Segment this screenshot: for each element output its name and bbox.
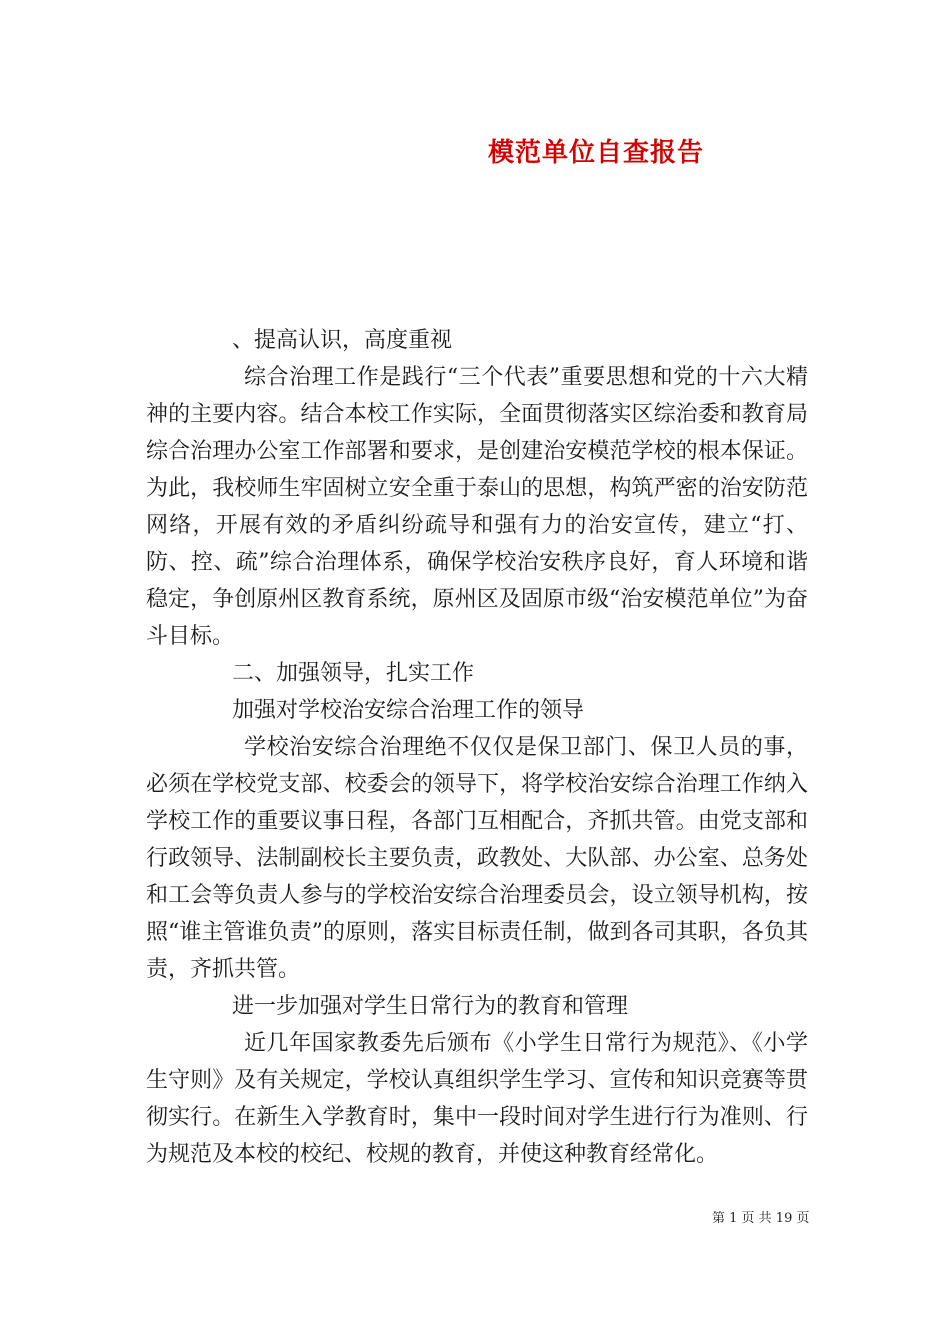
section-heading: 、提高认识，高度重视 <box>232 328 453 353</box>
body-paragraph: 近几年国家教委先后颁布《小学生日常行为规范》、《小学生守则》及有关规定，学校认真组织学生学习、宣传和知识竞赛等贯彻实行。在新生入学教育时，集中一段时间对学生进行行为准则、行为规范及本校的校纪、校规的教育，并使这种教育经常化。 <box>146 1031 808 1167</box>
body-paragraph: 综合治理工作是践行“三个代表”重要思想和党的十六大精神的主要内容。结合本校工作实际，全面贯彻落实区综治委和教育局综合治理办公室工作部署和要求，是创建治安模范学校的根本保证。为此，我校师生牢固树立安全重于泰山的思想，构筑严密的治安防范网络，开展有效的矛盾纠纷疏导和强有力的治安宣传，建立“打、防、控、疏”综合治理体系，确保学校治安秩序良好，育人环境和谐稳定，争创原州区教育系统，原州区及固原市级“治安模范单位”为奋斗目标。 <box>146 365 808 649</box>
subsection-heading: 加强对学校治安综合治理工作的领导 <box>232 698 585 723</box>
document-body <box>146 322 808 1173</box>
body-paragraph: 学校治安综合治理绝不仅仅是保卫部门、保卫人员的事，必须在学校党支部、校委会的领导下，将学校治安综合治理工作纳入学校工作的重要议事日程，各部门互相配合，齐抓共管。由党支部和行政领导、法制副校长主要负责，政教处、大队部、办公室、总务处和工会等负责人参与的学校治安综合治理委员会，设立领导机构，按照“谁主管谁负责”的原则，落实目标责任制，做到各司其职，各负其责，齐抓共管。 <box>146 735 808 982</box>
document-title: 模范单位自查报告 <box>488 138 705 168</box>
subsection-heading: 进一步加强对学生日常行为的教育和管理 <box>232 994 629 1019</box>
section-heading: 二、加强领导，扎实工作 <box>232 661 475 686</box>
page-number-footer: 第 1 页 共 19 页 <box>712 1211 810 1226</box>
